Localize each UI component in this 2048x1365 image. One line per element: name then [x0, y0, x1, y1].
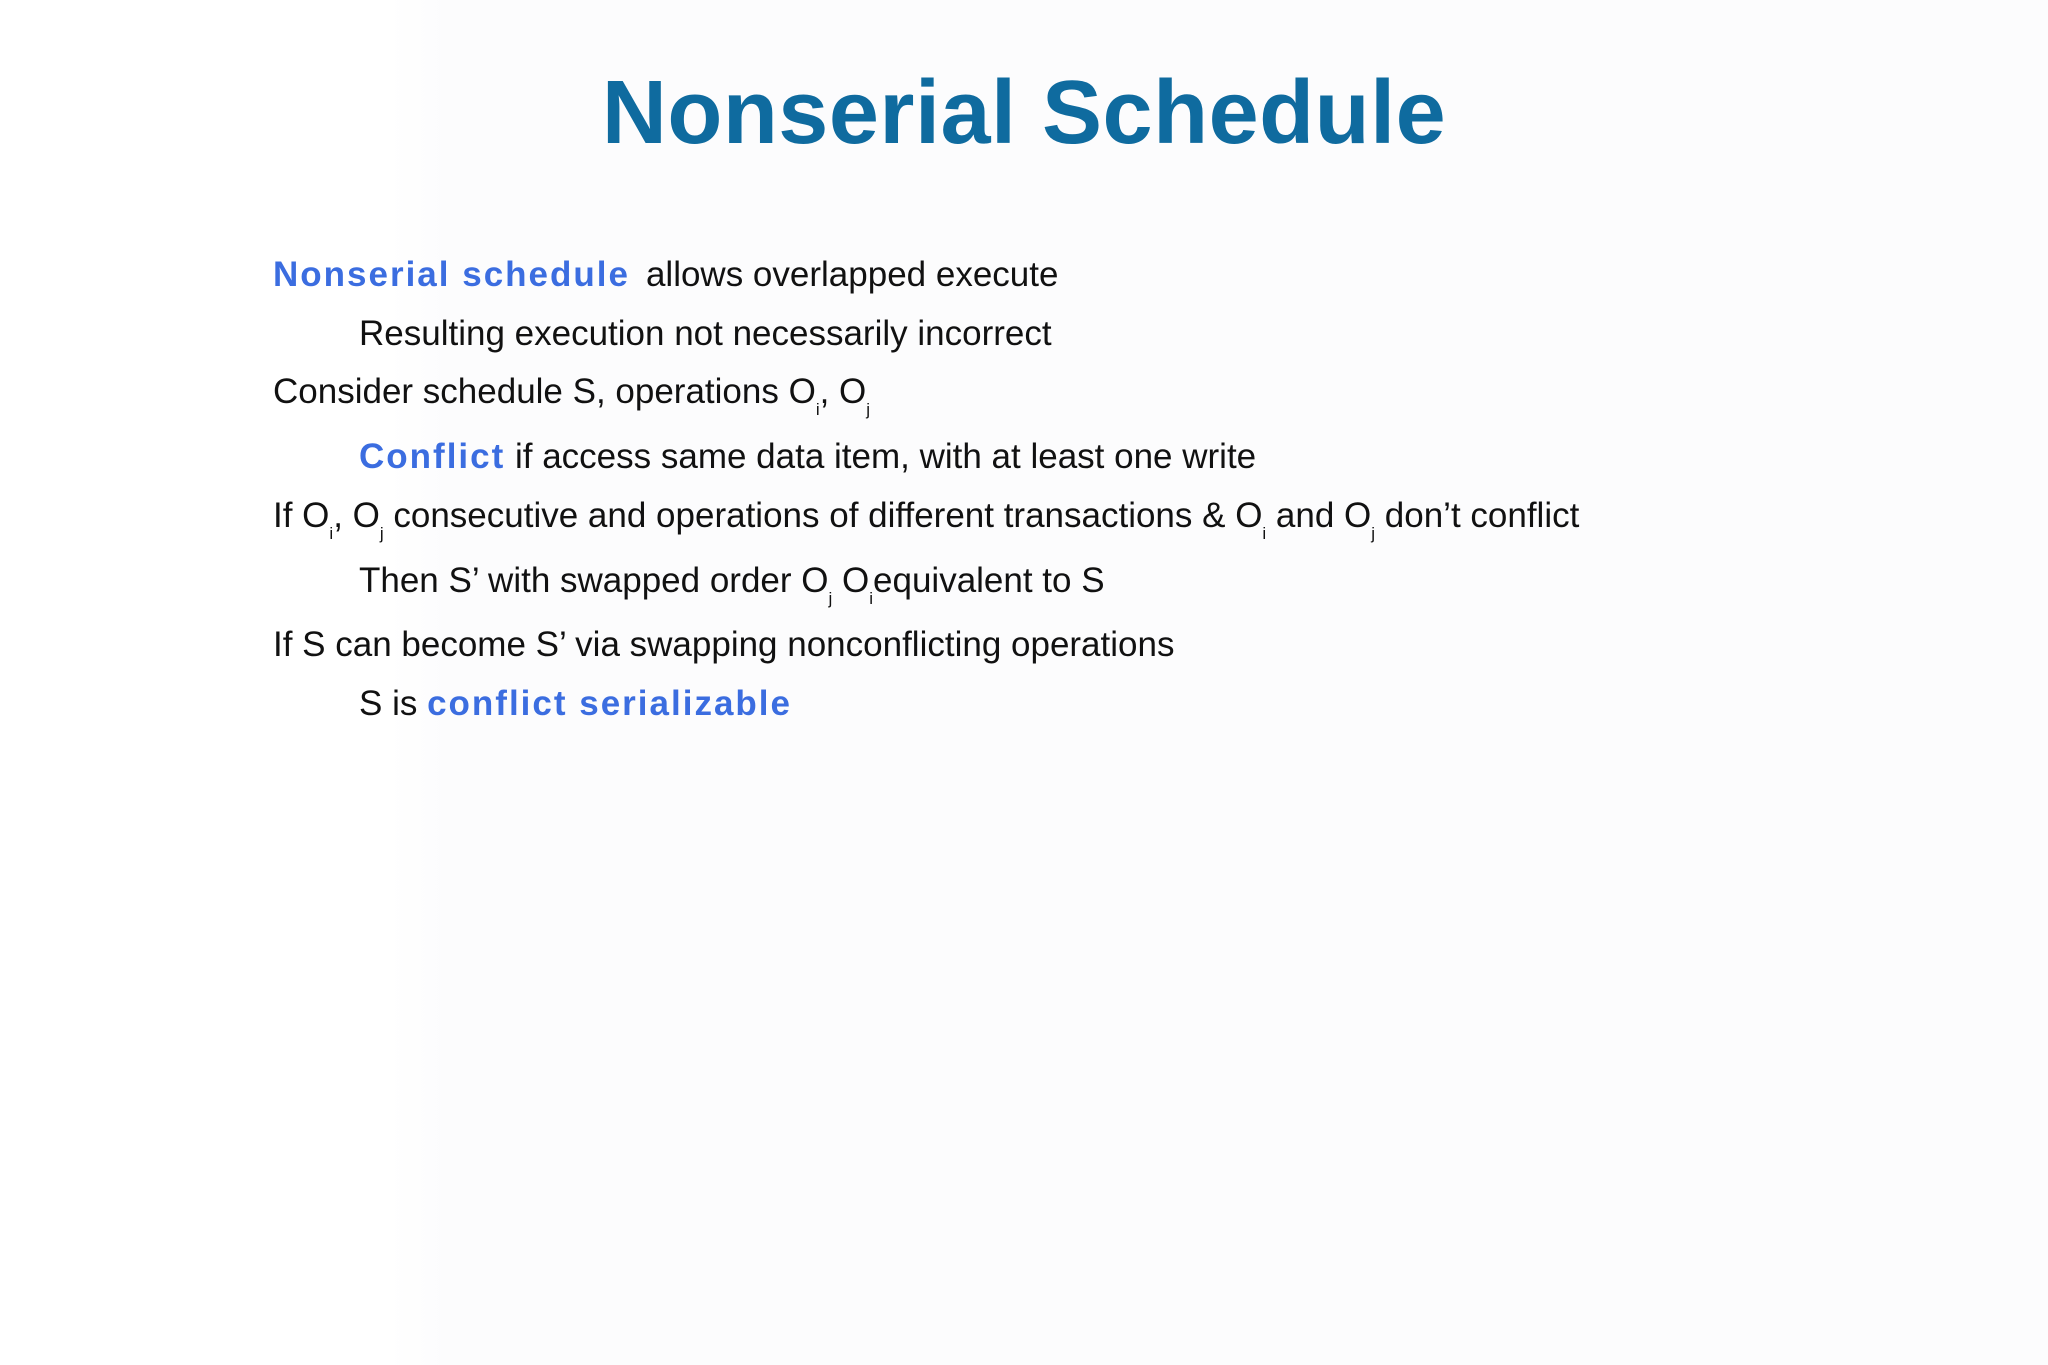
subscript-i: i: [869, 589, 874, 608]
subscript-j: j: [1371, 524, 1376, 543]
bullet-text: O: [832, 561, 870, 600]
bullet-text: equivalent to S: [873, 561, 1105, 600]
bullet-text: Resulting execution not necessarily incorrect: [359, 314, 1052, 353]
slide-title: Nonserial Schedule: [601, 63, 1447, 163]
subscript-i: i: [1262, 524, 1267, 543]
bullet-text: don’t conflict: [1375, 496, 1580, 535]
sub-bullet-swapped-order: [359, 561, 1105, 608]
bullet-if-consecutive: [273, 496, 1580, 543]
bullet-text: , O: [333, 496, 380, 535]
bullet-nonserial-schedule: [273, 255, 1058, 295]
subscript-i: i: [815, 400, 820, 419]
bullet-text: if access same data item, with at least one write: [505, 437, 1257, 476]
bullet-consider-schedule: [273, 372, 871, 419]
keyword-nonserial-schedule: Nonserial schedule: [273, 255, 630, 294]
bullet-text: and O: [1266, 496, 1372, 535]
subscript-j: j: [379, 524, 384, 543]
bullet-text: Consider schedule S, operations O: [273, 372, 816, 411]
bullet-text: Then S’ with swapped order O: [359, 561, 829, 600]
subscript-j: j: [866, 400, 871, 419]
bullet-text: S is: [359, 684, 428, 723]
sub-bullet-resulting-execution: [359, 314, 1052, 354]
keyword-conflict: Conflict: [359, 437, 506, 476]
bullet-text: consecutive and operations of different transactions & O: [383, 496, 1263, 535]
subscript-i: i: [329, 524, 334, 543]
bullet-swapping-nonconflicting: [273, 625, 1174, 665]
bullet-text: If S can become S’ via swapping nonconflicting operations: [273, 625, 1175, 664]
keyword-conflict-serializable: conflict serializable: [427, 684, 792, 723]
sub-bullet-conflict-serializable: [359, 684, 792, 724]
bullet-text: , O: [819, 372, 867, 411]
sub-bullet-conflict: [359, 437, 1256, 477]
bullet-text: If O: [273, 496, 330, 535]
bullet-text: allows overlapped execute: [645, 255, 1059, 294]
subscript-j: j: [828, 589, 833, 608]
